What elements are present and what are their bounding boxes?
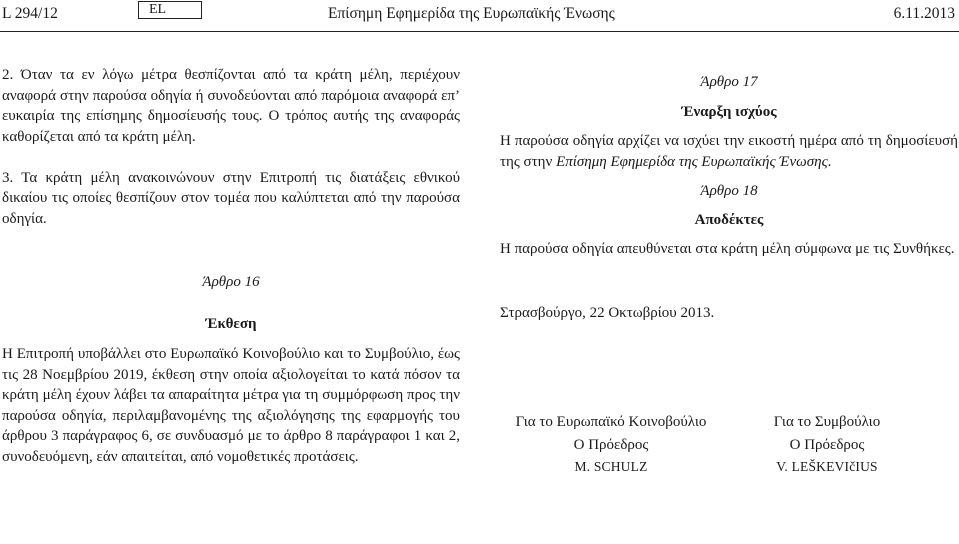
header-rule: [0, 31, 959, 32]
article-17-text-end: .: [827, 153, 832, 170]
left-column: [2, 65, 460, 467]
signature-council-institution: Για το Συμβούλιο: [773, 414, 881, 430]
article-16-number: Άρθρο 16: [202, 274, 260, 290]
signature-parliament-role: Ο Πρόεδρος: [573, 436, 649, 453]
signature-council-role: Ο Πρόεδρος: [789, 436, 865, 453]
place-and-date: Στρασβούργο, 22 Οκτωβρίου 2013.: [500, 304, 715, 321]
page-reference: L 294/12: [2, 5, 58, 22]
signature-council-name: V. LEŠKEVIčIUS: [776, 459, 878, 474]
article-16-title: Έκθεση: [205, 315, 257, 332]
article-18-number: Άρθρο 18: [700, 183, 758, 199]
article-17-text-start: Η παρούσα οδηγία αρχίζει να ισχύει την εικοστή ημέρα από τη δημοσίευσή της στην: [500, 133, 958, 170]
right-column: [500, 72, 958, 323]
article-18-title: Αποδέκτες: [694, 211, 764, 228]
journal-name-italic: Επίσημη Εφημερίδα της Ευρωπαϊκής Ένωσης: [556, 153, 828, 170]
article-17-title: Έναρξη ισχύος: [681, 103, 777, 120]
publication-date: 6.11.2013: [893, 5, 955, 22]
article-17-number: Άρθρο 17: [700, 74, 758, 90]
journal-title: Επίσημη Εφημερίδα της Ευρωπαϊκής Ένωσης: [328, 5, 615, 22]
article-18-text: Η παρούσα οδηγία απευθύνεται στα κράτη μέλη σύμφωνα με τις Συνθήκες.: [500, 241, 955, 257]
signature-council: [752, 411, 902, 479]
language-code: EL: [138, 1, 202, 19]
signature-parliament-institution: Για το Ευρωπαϊκό Κοινοβούλιο: [515, 414, 707, 430]
article-17-text: [500, 131, 958, 172]
signature-parliament: [500, 411, 722, 479]
paragraph-2: 2. Όταν τα εν λόγω μέτρα θεσπίζονται από τα κράτη μέλη, περιέχουν αναφορά στην παρούσα οδηγία ή συνοδεύονται από παρόμοια αναφορά επ’ ευκαιρία της επίσημης δημοσίευσής τους. Ο τρόπος αυτής της αναφοράς καθορίζεται από τα κράτη μέλη.: [2, 67, 460, 145]
signature-parliament-name: M. SCHULZ: [574, 459, 648, 474]
paragraph-3: 3. Τα κράτη μέλη ανακοινώνουν στην Επιτροπή τις διατάξεις εθνικού δικαίου τις οποίες θεσπίζουν στον τομέα που καλύπτεται από την παρούσα οδηγία.: [2, 169, 460, 227]
article-16-text: Η Επιτροπή υποβάλλει στο Ευρωπαϊκό Κοινοβούλιο και το Συμβούλιο, έως τις 28 Νοεμβρίου 2019, έκθεση στην οποία αξιολογείται το κατά πόσον τα κράτη μέλη έχουν λάβει τα απαραίτητα μέτρα για τη συμμόρφωση προς την παρούσα οδηγία, περιλαμβανομένης της αξιολόγησης της εφαρμογής του άρθρου 3 παράγραφος 6, σε συνδυασμό με το άρθρο 8 παράγραφοι 1 και 2, συνοδευόμενη, εάν απαιτείται, από νομοθετικές προτάσεις.: [2, 346, 460, 465]
